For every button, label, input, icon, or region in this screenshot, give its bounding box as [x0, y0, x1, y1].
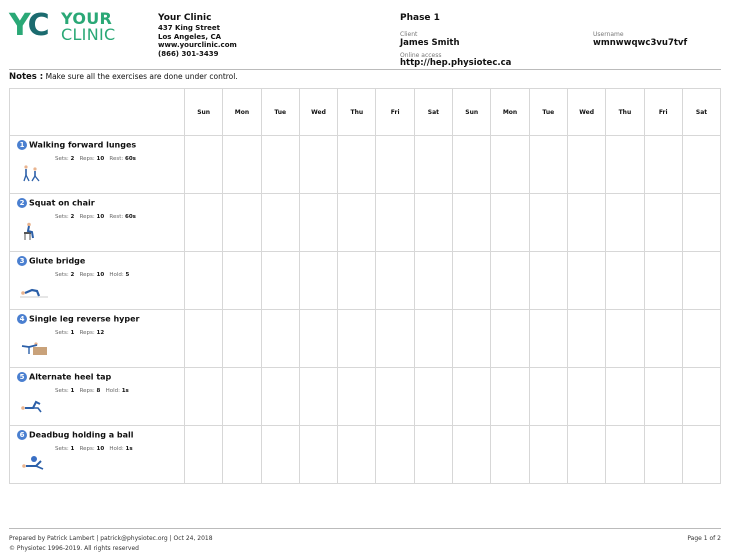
- day-checkbox-cell[interactable]: [644, 194, 682, 252]
- footer-divider: [9, 528, 721, 529]
- parameter-label: Reps:: [79, 272, 95, 278]
- parameter-label: Sets:: [55, 272, 69, 278]
- day-header: Thu: [338, 89, 376, 136]
- day-header: Mon: [223, 89, 261, 136]
- exercise-row: [10, 310, 721, 368]
- parameter-value: 10: [96, 156, 105, 162]
- day-checkbox-cell[interactable]: [682, 426, 720, 484]
- day-checkbox-cell[interactable]: [261, 136, 299, 194]
- day-checkbox-cell[interactable]: [529, 252, 567, 310]
- exercise-number-badge: 4: [17, 314, 27, 324]
- day-checkbox-cell[interactable]: [261, 426, 299, 484]
- day-header-row: [10, 89, 721, 136]
- parameter-value: 5: [125, 272, 130, 278]
- exercise-parameters: [55, 330, 109, 336]
- username-value: wmnwwqwc3vu7tvf: [593, 38, 688, 48]
- exercise-parameters: [55, 214, 141, 220]
- day-checkbox-cell[interactable]: [606, 252, 644, 310]
- parameter-value: 10: [96, 272, 105, 278]
- day-checkbox-cell[interactable]: [299, 310, 337, 368]
- day-checkbox-cell[interactable]: [338, 426, 376, 484]
- day-checkbox-cell[interactable]: [299, 252, 337, 310]
- parameter-label: Sets:: [55, 446, 69, 452]
- day-checkbox-cell[interactable]: [414, 194, 452, 252]
- day-checkbox-cell[interactable]: [529, 310, 567, 368]
- day-checkbox-cell[interactable]: [453, 252, 491, 310]
- parameter-value: 8: [96, 388, 101, 394]
- exercise-number-badge: 3: [17, 256, 27, 266]
- exercise-title: [17, 198, 95, 208]
- online-access-label: Online access: [400, 52, 442, 59]
- clinic-city: Los Angeles, CA: [158, 32, 221, 41]
- day-header: Mon: [491, 89, 529, 136]
- reverse-hyper-figure-icon: [20, 338, 48, 356]
- day-checkbox-cell[interactable]: [453, 368, 491, 426]
- parameter-value: 2: [70, 214, 75, 220]
- exercise-cell: [10, 136, 185, 194]
- exercise-cell: [10, 310, 185, 368]
- exercise-title: [17, 256, 85, 266]
- day-checkbox-cell[interactable]: [185, 136, 223, 194]
- day-checkbox-cell[interactable]: [414, 310, 452, 368]
- header-divider: [9, 69, 721, 70]
- day-checkbox-cell[interactable]: [261, 310, 299, 368]
- exercise-row: [10, 368, 721, 426]
- parameter-label: Hold:: [109, 446, 124, 452]
- day-checkbox-cell[interactable]: [529, 194, 567, 252]
- day-checkbox-cell[interactable]: [453, 136, 491, 194]
- phase-title: Phase 1: [400, 13, 440, 23]
- day-checkbox-cell[interactable]: [338, 194, 376, 252]
- day-checkbox-cell[interactable]: [682, 310, 720, 368]
- parameter-label: Hold:: [109, 272, 124, 278]
- day-checkbox-cell[interactable]: [223, 426, 261, 484]
- day-checkbox-cell[interactable]: [223, 252, 261, 310]
- day-header: Tue: [261, 89, 299, 136]
- day-checkbox-cell[interactable]: [682, 194, 720, 252]
- day-checkbox-cell[interactable]: [338, 310, 376, 368]
- notes-text: Make sure all the exercises are done under control.: [45, 72, 238, 81]
- page-number: Page 1 of 2: [687, 535, 721, 542]
- day-checkbox-cell[interactable]: [414, 136, 452, 194]
- clinic-logo: [9, 10, 119, 42]
- day-checkbox-cell[interactable]: [338, 136, 376, 194]
- day-checkbox-cell[interactable]: [567, 310, 605, 368]
- exercise-parameters: [55, 446, 138, 452]
- day-checkbox-cell[interactable]: [606, 310, 644, 368]
- exercise-cell: [10, 252, 185, 310]
- parameter-value: 2: [70, 272, 75, 278]
- parameter-label: Sets:: [55, 156, 69, 162]
- day-checkbox-cell[interactable]: [682, 136, 720, 194]
- day-checkbox-cell[interactable]: [414, 368, 452, 426]
- day-checkbox-cell[interactable]: [567, 194, 605, 252]
- clinic-street: 437 King Street: [158, 24, 220, 32]
- day-header: Wed: [299, 89, 337, 136]
- day-checkbox-cell[interactable]: [299, 136, 337, 194]
- day-checkbox-cell[interactable]: [453, 194, 491, 252]
- exercise-title: [17, 372, 111, 382]
- parameter-value: 1s: [125, 446, 133, 452]
- parameter-value: 1: [70, 446, 75, 452]
- clinic-info: [158, 13, 237, 58]
- glute-bridge-figure-icon: [20, 280, 48, 298]
- day-checkbox-cell[interactable]: [491, 368, 529, 426]
- client-name: James Smith: [400, 38, 460, 48]
- parameter-label: Reps:: [79, 214, 95, 220]
- day-checkbox-cell[interactable]: [491, 310, 529, 368]
- day-checkbox-cell[interactable]: [223, 368, 261, 426]
- day-checkbox-cell[interactable]: [376, 426, 414, 484]
- day-checkbox-cell[interactable]: [261, 252, 299, 310]
- parameter-label: Rest:: [109, 156, 124, 162]
- day-header: Sun: [453, 89, 491, 136]
- day-header: Sun: [185, 89, 223, 136]
- parameter-value: 1s: [121, 388, 129, 394]
- day-checkbox-cell[interactable]: [376, 252, 414, 310]
- parameter-value: 60s: [125, 156, 136, 162]
- day-header: Fri: [376, 89, 414, 136]
- deadbug-figure-icon: [20, 454, 48, 472]
- day-header: Sat: [414, 89, 452, 136]
- clinic-website: www.yourclinic.com: [158, 41, 237, 50]
- header-corner: [10, 89, 185, 136]
- day-checkbox-cell[interactable]: [185, 368, 223, 426]
- day-checkbox-cell[interactable]: [644, 252, 682, 310]
- day-checkbox-cell[interactable]: [223, 136, 261, 194]
- day-checkbox-cell[interactable]: [491, 252, 529, 310]
- exercise-name: Single leg reverse hyper: [29, 314, 140, 324]
- exercise-number-badge: 2: [17, 198, 27, 208]
- day-checkbox-cell[interactable]: [682, 368, 720, 426]
- day-checkbox-cell[interactable]: [185, 426, 223, 484]
- day-checkbox-cell[interactable]: [606, 136, 644, 194]
- exercise-name: Alternate heel tap: [29, 372, 112, 382]
- exercise-name: Walking forward lunges: [29, 140, 137, 150]
- day-checkbox-cell[interactable]: [376, 368, 414, 426]
- exercise-parameters: [55, 388, 134, 394]
- parameter-label: Sets:: [55, 330, 69, 336]
- day-checkbox-cell[interactable]: [223, 310, 261, 368]
- day-checkbox-cell[interactable]: [606, 194, 644, 252]
- day-checkbox-cell[interactable]: [644, 136, 682, 194]
- exercise-row: [10, 194, 721, 252]
- day-checkbox-cell[interactable]: [529, 136, 567, 194]
- clinic-phone: (866) 301-3439: [158, 49, 219, 58]
- day-checkbox-cell[interactable]: [376, 310, 414, 368]
- notes: [9, 72, 238, 82]
- day-header: Wed: [567, 89, 605, 136]
- logo-text-your: YOUR: [61, 9, 113, 28]
- exercise-schedule-table: [9, 88, 721, 484]
- day-checkbox-cell[interactable]: [414, 426, 452, 484]
- parameter-label: Rest:: [109, 214, 124, 220]
- parameter-value: 60s: [125, 214, 136, 220]
- prepared-by: Prepared by Patrick Lambert | patrick@physiotec.org | Oct 24, 2018: [9, 535, 213, 542]
- parameter-value: 2: [70, 156, 75, 162]
- parameter-label: Reps:: [79, 446, 95, 452]
- exercise-row: [10, 136, 721, 194]
- username-label: Username: [593, 31, 624, 38]
- exercise-parameters: [55, 156, 141, 162]
- exercise-row: [10, 426, 721, 484]
- parameter-label: Reps:: [79, 330, 95, 336]
- exercise-number-badge: 1: [17, 140, 27, 150]
- parameter-label: Reps:: [79, 156, 95, 162]
- day-checkbox-cell[interactable]: [491, 136, 529, 194]
- day-header: Tue: [529, 89, 567, 136]
- heel-tap-figure-icon: [20, 396, 48, 414]
- day-checkbox-cell[interactable]: [261, 368, 299, 426]
- day-checkbox-cell[interactable]: [491, 426, 529, 484]
- exercise-title: [17, 430, 134, 440]
- day-checkbox-cell[interactable]: [606, 426, 644, 484]
- day-checkbox-cell[interactable]: [567, 252, 605, 310]
- lunge-figure-icon: [20, 164, 48, 182]
- day-checkbox-cell[interactable]: [185, 310, 223, 368]
- day-checkbox-cell[interactable]: [261, 194, 299, 252]
- day-checkbox-cell[interactable]: [185, 252, 223, 310]
- day-checkbox-cell[interactable]: [414, 252, 452, 310]
- exercise-cell: [10, 426, 185, 484]
- day-header: Thu: [606, 89, 644, 136]
- parameter-label: Hold:: [105, 388, 120, 394]
- exercise-name: Deadbug holding a ball: [29, 430, 134, 440]
- day-checkbox-cell[interactable]: [299, 194, 337, 252]
- day-checkbox-cell[interactable]: [299, 368, 337, 426]
- day-checkbox-cell[interactable]: [453, 310, 491, 368]
- day-checkbox-cell[interactable]: [567, 426, 605, 484]
- parameter-value: 1: [70, 388, 75, 394]
- day-checkbox-cell[interactable]: [606, 368, 644, 426]
- exercise-cell: [10, 368, 185, 426]
- exercise-number-badge: 6: [17, 430, 27, 440]
- day-checkbox-cell[interactable]: [185, 194, 223, 252]
- day-checkbox-cell[interactable]: [299, 426, 337, 484]
- exercise-name: Glute bridge: [29, 256, 86, 266]
- exercise-cell: [10, 194, 185, 252]
- day-checkbox-cell[interactable]: [491, 194, 529, 252]
- parameter-value: 1: [70, 330, 75, 336]
- parameter-label: Sets:: [55, 388, 69, 394]
- day-checkbox-cell[interactable]: [644, 426, 682, 484]
- exercise-title: [17, 140, 136, 150]
- exercise-name: Squat on chair: [29, 198, 95, 208]
- day-checkbox-cell[interactable]: [338, 252, 376, 310]
- day-checkbox-cell[interactable]: [567, 136, 605, 194]
- day-checkbox-cell[interactable]: [567, 368, 605, 426]
- day-checkbox-cell[interactable]: [529, 426, 567, 484]
- day-checkbox-cell[interactable]: [453, 426, 491, 484]
- online-access-url: http://hep.physiotec.ca: [400, 58, 512, 68]
- day-checkbox-cell[interactable]: [682, 252, 720, 310]
- parameter-value: 12: [96, 330, 105, 336]
- day-checkbox-cell[interactable]: [644, 368, 682, 426]
- notes-label: Notes :: [9, 72, 44, 82]
- day-checkbox-cell[interactable]: [376, 194, 414, 252]
- parameter-label: Reps:: [79, 388, 95, 394]
- exercise-title: [17, 314, 140, 324]
- client-label: Client: [400, 31, 418, 38]
- day-checkbox-cell[interactable]: [223, 194, 261, 252]
- chair-squat-figure-icon: [20, 222, 48, 240]
- day-checkbox-cell[interactable]: [644, 310, 682, 368]
- day-checkbox-cell[interactable]: [338, 368, 376, 426]
- copyright: © Physiotec 1996-2019. All rights reserved: [9, 545, 139, 552]
- day-header: Fri: [644, 89, 682, 136]
- clinic-name: Your Clinic: [158, 13, 212, 23]
- parameter-label: Sets:: [55, 214, 69, 220]
- logo-text-clinic: CLINIC: [61, 25, 116, 44]
- exercise-parameters: [55, 272, 135, 278]
- day-checkbox-cell[interactable]: [529, 368, 567, 426]
- day-header: Sat: [682, 89, 720, 136]
- logo-mark: YC: [9, 8, 48, 43]
- day-checkbox-cell[interactable]: [376, 136, 414, 194]
- exercise-row: [10, 252, 721, 310]
- exercise-number-badge: 5: [17, 372, 27, 382]
- parameter-value: 10: [96, 214, 105, 220]
- parameter-value: 10: [96, 446, 105, 452]
